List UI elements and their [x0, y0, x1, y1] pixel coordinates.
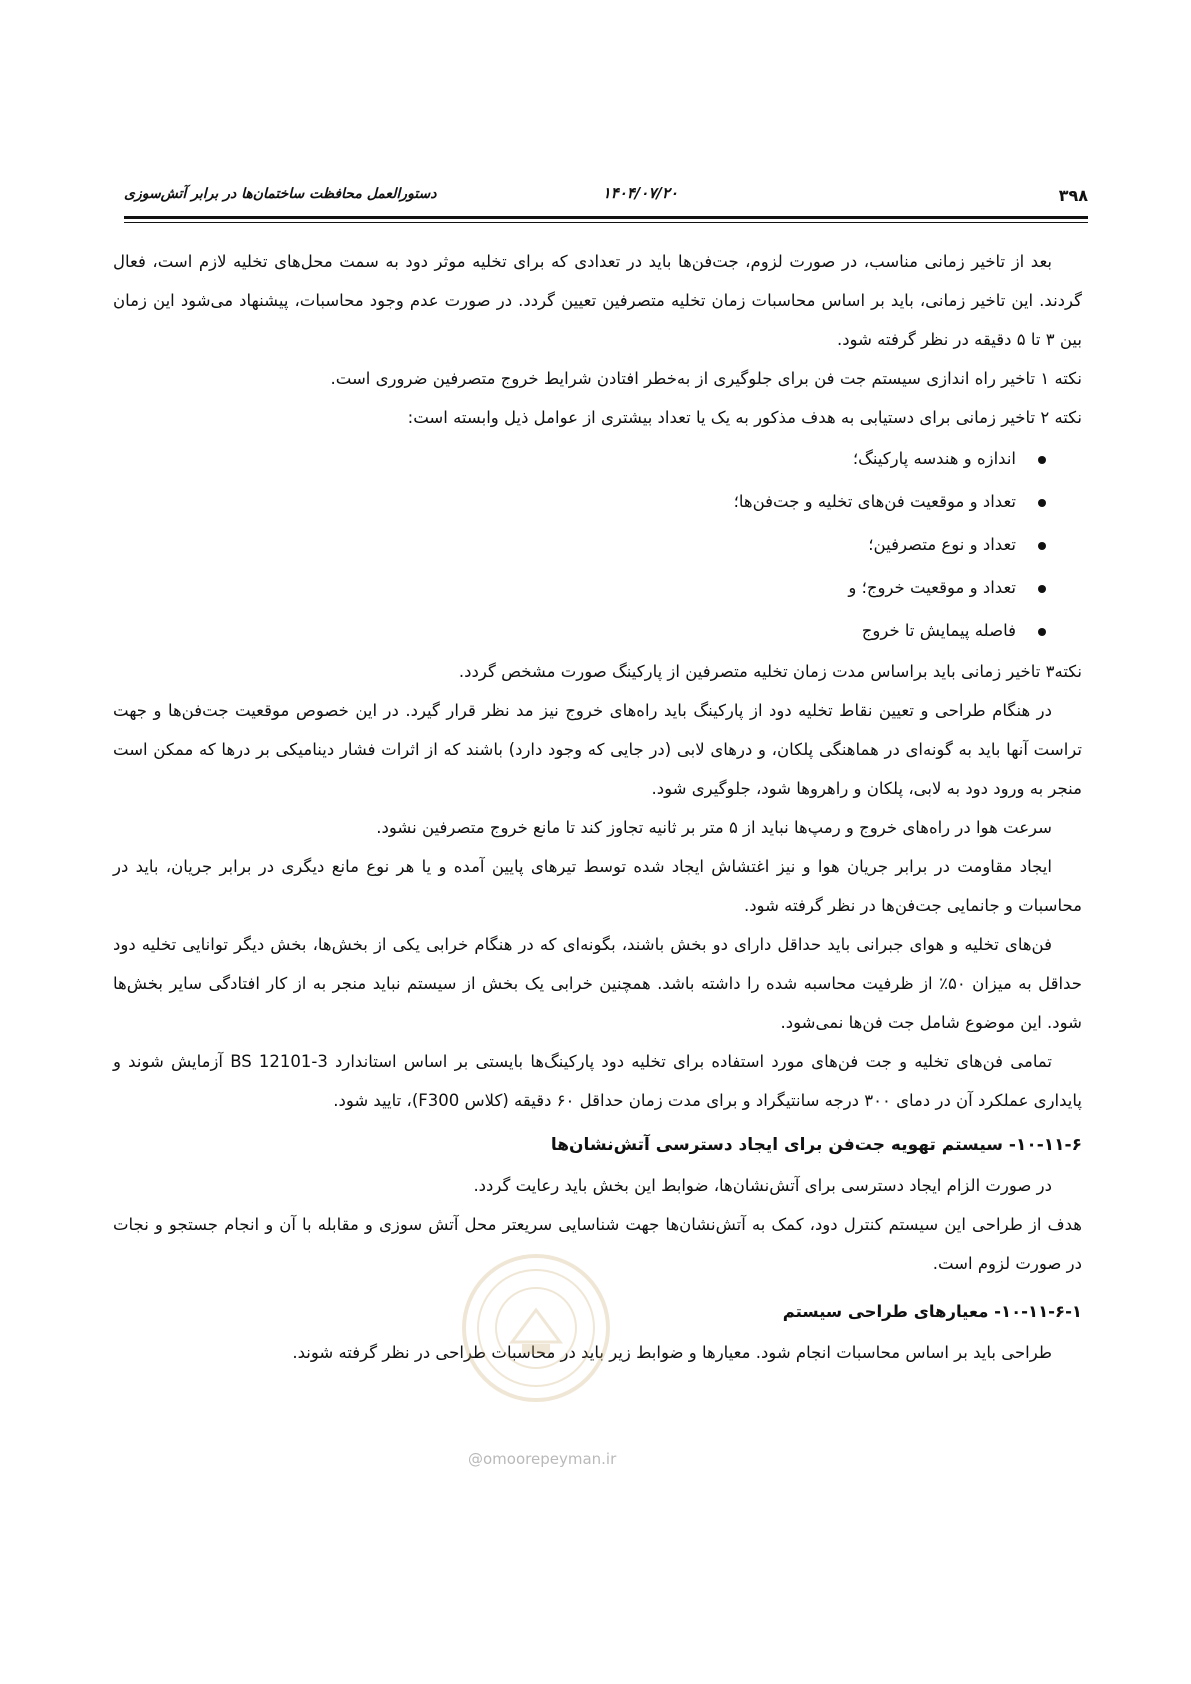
paragraph-delay: بعد از تاخیر زمانی مناسب، در صورت لزوم، جت‌فن‌ها باید در تعدادی که برای تخلیه موثر دود به سمت محل‌های تخلیه لازم است، فعال گردند. این تاخیر زمانی، باید بر اساس محاسبات زمان تخلیه متصرفین تعیین گردد. در صورت عدم وجود محاسبات، پیشنهاد می‌شود این زمان بین ۳ تا ۵ دقیقه در نظر گرفته شود.	[113, 252, 1082, 349]
list-item: تعداد و موقعیت خروج؛ و	[113, 566, 1046, 609]
bullet-icon	[1038, 499, 1046, 507]
bullet-icon	[1038, 542, 1046, 550]
section-heading: ۱۰-۱۱-۶- سیستم تهویه جت‌فن برای ایجاد دسترسی آتش‌نشان‌ها	[550, 1135, 1082, 1155]
paragraph-design-criteria: طراحی باید بر اساس محاسبات انجام شود. معیارها و ضوابط زیر باید در محاسبات طراحی در نظر گرفته شوند.	[292, 1343, 1052, 1362]
header-rule-thin	[124, 222, 1088, 223]
paragraph-standard: تمامی فن‌های تخلیه و جت فن‌های مورد استفاده برای تخلیه دود پارکینگ‌ها بایستی بر اساس استاندارد BS 12101-3 آزمایش شوند و پایداری عملکرد آن در دمای ۳۰۰ درجه سانتیگراد و برای مدت زمان حداقل ۶۰ دقیقه (کلاس F300)، تایید شود.	[113, 1052, 1082, 1110]
subsection-heading: ۱۰-۱۱-۶-۱- معیارهای طراحی سیستم	[782, 1302, 1082, 1321]
page-body	[113, 242, 1082, 1372]
header-rule-thick	[124, 216, 1088, 219]
list-item: تعداد و نوع متصرفین؛	[113, 523, 1046, 566]
list-item: اندازه و هندسه پارکینگ؛	[113, 437, 1046, 480]
paragraph-purpose: هدف از طراحی این سیستم کنترل دود، کمک به آتش‌نشان‌ها جهت شناسایی سریعتر محل آتش سوزی و مقابله با آن و انجام جستجو و نجات در صورت لزوم است.	[113, 1215, 1082, 1273]
note-1: نکته ۱ تاخیر راه اندازی سیستم جت فن برای جلوگیری از به‌خطر افتادن شرایط خروج متصرفین ضروری است.	[330, 369, 1082, 388]
bullet-icon	[1038, 628, 1046, 636]
note-3: نکته۳ تاخیر زمانی باید براساس مدت زمان تخلیه متصرفین از پارکینگ صورت مشخص گردد.	[458, 662, 1082, 681]
list-item: تعداد و موقعیت فن‌های تخلیه و جت‌فن‌ها؛	[113, 480, 1046, 523]
header-date: ۱۴۰۴/۰۷/۲۰	[602, 184, 678, 202]
list-item: فاصله پیمایش تا خروج	[113, 609, 1046, 652]
paragraph-air-speed: سرعت هوا در راه‌های خروج و رمپ‌ها نباید از ۵ متر بر ثانیه تجاوز کند تا مانع خروج متصرفین نشود.	[376, 818, 1052, 837]
factor-list	[113, 437, 1082, 652]
watermark-url: @omoorepeyman.ir	[468, 1450, 617, 1468]
bullet-icon	[1038, 585, 1046, 593]
page-number: ۳۹۸	[1058, 186, 1088, 205]
bullet-icon	[1038, 456, 1046, 464]
note-2: نکته ۲ تاخیر زمانی برای دستیابی به هدف مذکور به یک یا تعداد بیشتری از عوامل ذیل وابسته است:	[407, 408, 1082, 427]
paragraph-resistance: ایجاد مقاومت در برابر جریان هوا و نیز اغتشاش ایجاد شده توسط تیرهای پایین آمده و یا هر نوع مانع دیگری در برابر جریان، باید در محاسبات و جانمایی جت‌فن‌ها در نظر گرفته شود.	[113, 857, 1082, 915]
paragraph-exit-routes: در هنگام طراحی و تعیین نقاط تخلیه دود از پارکینگ باید راه‌های خروج نیز مد نظر قرار گیرد. در این خصوص موقعیت جت‌فن‌ها و جهت تراست آنها باید به گونه‌ای در هماهنگی پلکان، و درهای لابی (در جایی که وجود دارد) باشند که از اثرات فشار دینامیکی بر درها که ممکن است منجر به ورود دود به لابی، پلکان و راهروها شود، جلوگیری شود.	[113, 701, 1082, 798]
paragraph-fan-sections: فن‌های تخلیه و هوای جبرانی باید حداقل دارای دو بخش باشند، بگونه‌ای که در هنگام خرابی یکی از بخش‌ها، بخش دیگر توانایی تخلیه دود حداقل به میزان ۵۰٪ از ظرفیت محاسبه شده را داشته باشد. همچنین خرابی یک بخش از سیستم نباید منجر به از کار افتادگی سایر بخش‌ها شود. این موضوع شامل جت فن‌ها نمی‌شود.	[113, 935, 1083, 1032]
paragraph-firefighter-access: در صورت الزام ایجاد دسترسی برای آتش‌نشان‌ها، ضوابط این بخش باید رعایت گردد.	[473, 1176, 1052, 1195]
header-title: دستورالعمل محافظت ساختمان‌ها در برابر آتش‌سوزی	[124, 186, 437, 202]
watermark-seal-icon	[460, 1252, 612, 1404]
